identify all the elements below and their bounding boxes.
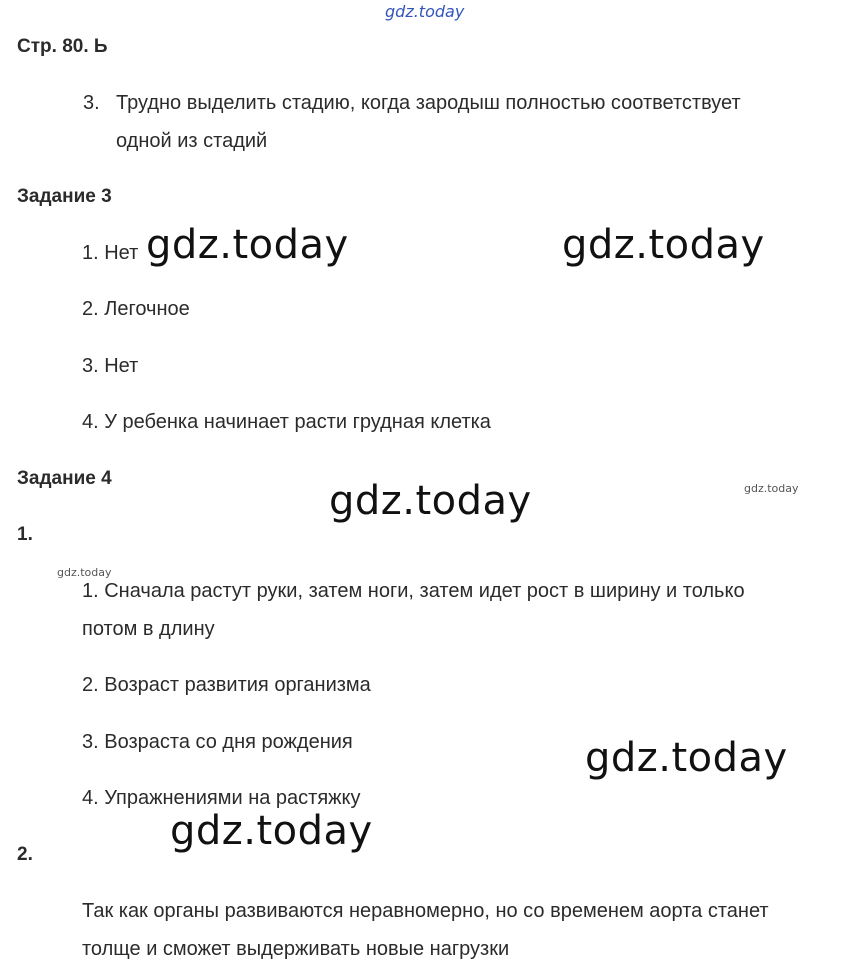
task4-title: Задание 4 xyxy=(17,468,112,489)
watermark-big-3: gdz.today xyxy=(329,478,532,524)
task4-answer-2: 2. Возраст развития организма xyxy=(82,674,371,696)
item3-line1: Трудно выделить стадию, когда зародыш полностью соответствует xyxy=(116,92,741,114)
task4-answer-1-line2: потом в длину xyxy=(82,618,215,640)
task3-answer-2: 2. Легочное xyxy=(82,298,190,320)
task3-answer-4: 4. У ребенка начинает расти грудная клетка xyxy=(82,411,491,433)
task4-part2-line1: Так как органы развиваются неравномерно, но со временем аорта станет xyxy=(82,900,769,922)
task3-answer-3: 3. Нет xyxy=(82,355,139,377)
task3-title: Задание 3 xyxy=(17,186,112,207)
watermark-top: gdz.today xyxy=(385,2,465,21)
task4-answer-4: 4. Упражнениями на растяжку xyxy=(82,787,361,809)
item3-line2: одной из стадий xyxy=(116,130,268,152)
task4-part2-line2: толще и сможет выдерживать новые нагрузки xyxy=(82,938,510,960)
task4-part2-label: 2. xyxy=(17,844,33,865)
task4-answer-3: 3. Возраста со дня рождения xyxy=(82,731,353,753)
task4-answer-1-line1: 1. Сначала растут руки, затем ноги, затем идет рост в ширину и только xyxy=(82,580,745,602)
watermark-small-2: gdz.today xyxy=(57,566,112,579)
task4-part1-label: 1. xyxy=(17,524,33,545)
watermark-big-2: gdz.today xyxy=(562,222,765,268)
watermark-big-4: gdz.today xyxy=(585,735,788,781)
item3-number: 3. xyxy=(83,92,100,114)
task3-answer-1: 1. Нет xyxy=(82,242,139,264)
watermark-big-5: gdz.today xyxy=(170,808,373,854)
page-header: Стр. 80. Ь xyxy=(17,36,108,57)
watermark-small-1: gdz.today xyxy=(744,482,799,495)
watermark-big-1: gdz.today xyxy=(146,222,349,268)
